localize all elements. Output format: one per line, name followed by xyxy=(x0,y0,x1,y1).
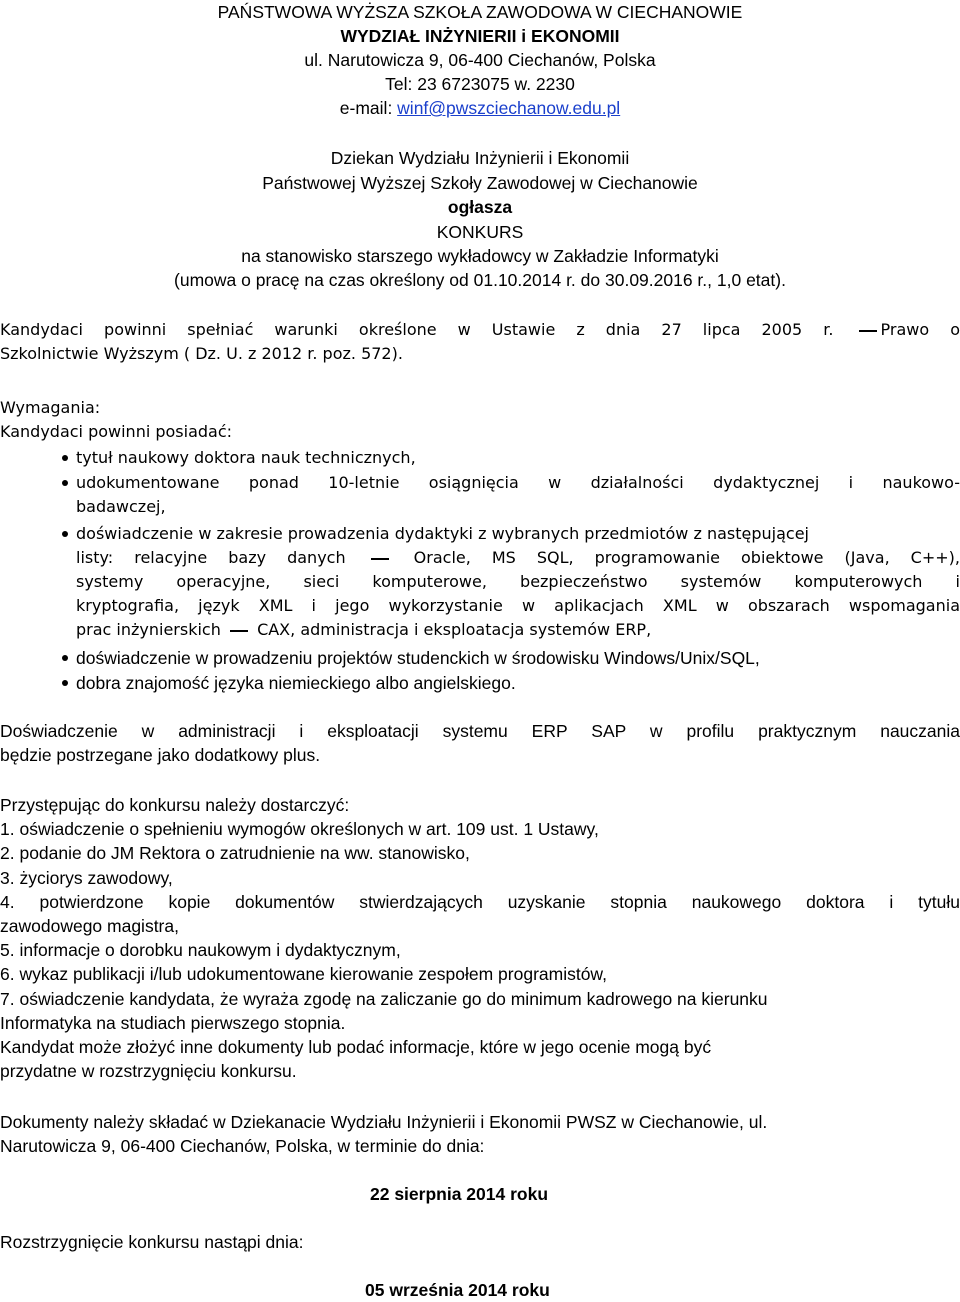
documents-heading: Przystępując do konkursu należy dostarczyć: xyxy=(0,795,350,815)
requirement-item-cont: prac inżynierskich CAX, administracja i eksploatacja systemów ERP, xyxy=(76,620,652,639)
announcement-contract: (umowa o pracę na czas określony od 01.10.2014 r. do 30.09.2016 r., 1,0 etat). xyxy=(174,270,786,290)
email-line xyxy=(0,96,960,120)
plus-line-1: Doświadczenie w administracji i eksploatacji systemu ERP SAP w profilu praktycznym nauczania xyxy=(0,721,960,741)
plus-line-2: będzie postrzegane jako dodatkowy plus. xyxy=(0,745,321,765)
other-documents-line-2: przydatne w rozstrzygnięciu konkursu. xyxy=(0,1061,297,1081)
school-name: PAŃSTWOWA WYŻSZA SZKOŁA ZAWODOWA W CIECHANOWIE xyxy=(217,2,743,22)
document-item: 3. życiorys zawodowy, xyxy=(0,868,173,888)
requirement-item: udokumentowane ponad 10-letnie osiągnięcia w działalności dydaktycznej i naukowo- xyxy=(76,471,960,495)
legal-line-2: Szkolnictwie Wyższym ( Dz. U. z 2012 r. poz. 572). xyxy=(0,344,403,363)
deadline-date: 22 sierpnia 2014 roku xyxy=(370,1184,549,1204)
announcement-line-1: Dziekan Wydziału Inżynierii i Ekonomii xyxy=(330,148,630,168)
legal-line-1 xyxy=(0,318,960,342)
address: ul. Narutowicza 9, 06-400 Ciechanów, Polska xyxy=(304,50,656,70)
bullet-icon xyxy=(62,455,68,461)
bullet-icon xyxy=(62,531,68,537)
legal-text-1: Kandydaci powinni spełniać warunki określone w Ustawie z dnia 27 lipca 2005 r. xyxy=(0,320,834,339)
requirement-item: doświadczenie w prowadzeniu projektów studenckich w środowisku Windows/Unix/SQL, xyxy=(76,646,960,670)
email-link[interactable]: winf@pwszciechanow.edu.pl xyxy=(397,98,621,118)
submission-line-1: Dokumenty należy składać w Dziekanacie Wydziału Inżynierii i Ekonomii PWSZ w Ciechanowie, ul. xyxy=(0,1112,768,1132)
bullet-icon xyxy=(62,680,68,686)
dash xyxy=(230,630,248,632)
document-item: 7. oświadczenie kandydata, że wyraża zgodę na zaliczanie go do minimum kadrowego na kierunku xyxy=(0,989,768,1009)
requirement-item-cont: badawczej, xyxy=(76,497,166,516)
phone: Tel: 23 6723075 w. 2230 xyxy=(385,74,575,94)
requirement-item: dobra znajomość języka niemieckiego albo angielskiego. xyxy=(76,671,960,695)
announcement-line-2: Państwowej Wyższej Szkoły Zawodowej w Ciechanowie xyxy=(262,173,698,193)
requirement-item: doświadczenie w zakresie prowadzenia dydaktyki z wybranych przedmiotów z następującej xyxy=(76,522,960,546)
email-label: e-mail: xyxy=(339,98,398,118)
requirement-item-cont: kryptografia, język XML i jego wykorzystanie w aplikacjach XML w obszarach wspomagania xyxy=(76,596,960,615)
announcement-konkurs: KONKURS xyxy=(436,222,524,242)
document-item: 5. informacje o dorobku naukowym i dydaktycznym, xyxy=(0,940,401,960)
requirements-heading: Wymagania: xyxy=(0,398,101,417)
dash xyxy=(371,558,389,560)
document-item: 1. oświadczenie o spełnieniu wymogów określonych w art. 109 ust. 1 Ustawy, xyxy=(0,819,599,839)
result-date: 05 września 2014 roku xyxy=(365,1280,550,1300)
other-documents-line-1: Kandydat może złożyć inne dokumenty lub podać informacje, które w jego ocenie mogą być xyxy=(0,1037,712,1057)
requirement-item: tytuł naukowy doktora nauk technicznych, xyxy=(76,446,960,470)
faculty-name: WYDZIAŁ INŻYNIERII i EKONOMII xyxy=(340,26,620,46)
announcement-ogłasza: ogłasza xyxy=(447,197,513,217)
requirements-intro: Kandydaci powinni posiadać: xyxy=(0,422,233,441)
document-item: 4. potwierdzone kopie dokumentów stwierdzających uzyskanie stopnia naukowego doktora i tytułu xyxy=(0,892,960,912)
bullet-icon xyxy=(62,480,68,486)
legal-text-1b: Prawo o xyxy=(880,320,960,339)
submission-line-2: Narutowicza 9, 06-400 Ciechanów, Polska, w terminie do dnia: xyxy=(0,1136,485,1156)
bullet-icon xyxy=(62,655,68,661)
requirement-item-cont: listy: relacyjne bazy danych Oracle, MS SQL, programowanie obiektowe (Java, C++), xyxy=(76,548,960,567)
document-item-cont: zawodowego magistra, xyxy=(0,916,179,936)
document-item: 6. wykaz publikacji i/lub udokumentowane kierowanie zespołem programistów, xyxy=(0,964,607,984)
announcement-position: na stanowisko starszego wykładowcy w Zakładzie Informatyki xyxy=(241,246,719,266)
result-label: Rozstrzygnięcie konkursu nastąpi dnia: xyxy=(0,1232,304,1252)
dash xyxy=(859,330,877,332)
document-item-cont: Informatyka na studiach pierwszego stopnia. xyxy=(0,1013,346,1033)
document-item: 2. podanie do JM Rektora o zatrudnienie na ww. stanowisko, xyxy=(0,843,470,863)
requirement-item-cont: systemy operacyjne, sieci komputerowe, bezpieczeństwo systemów komputerowych i xyxy=(76,572,960,591)
